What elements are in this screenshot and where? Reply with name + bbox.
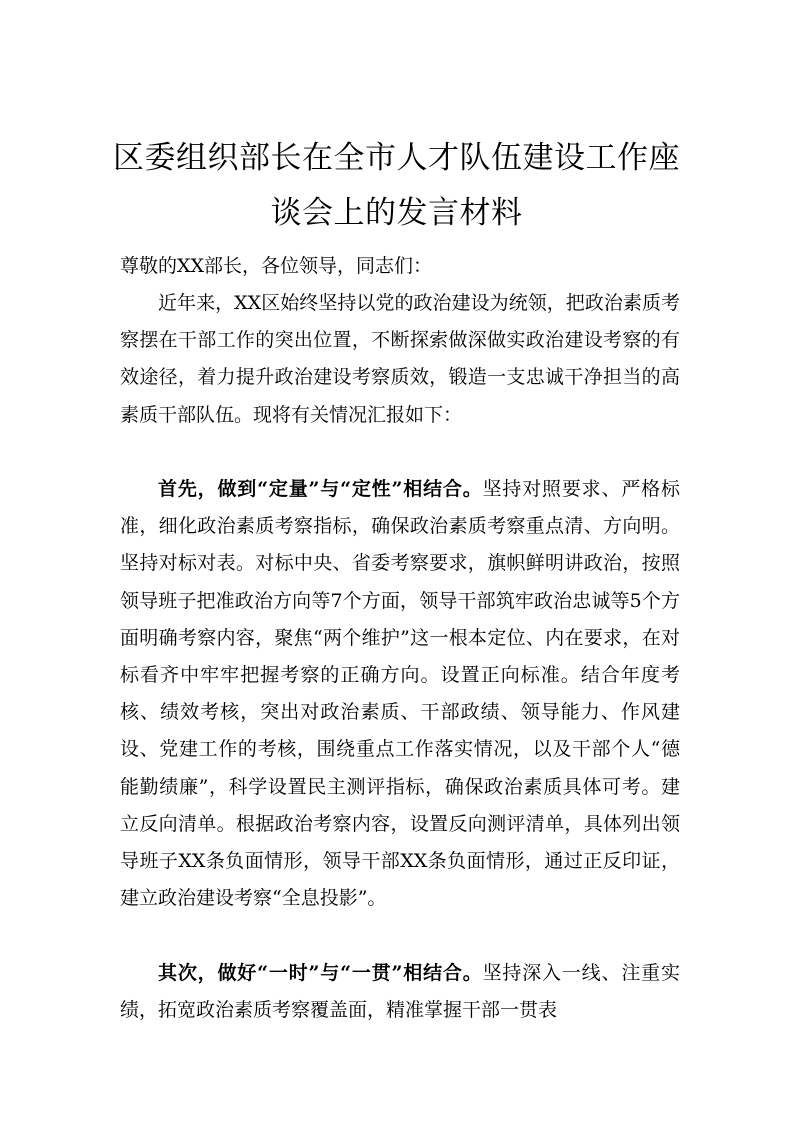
paragraph-second-point: [120, 955, 680, 1029]
paragraph-first-point-body: 坚持对照要求、严格标准，细化政治素质考察指标，确保政治素质考察重点清、方向明。坚持对标对表。对标中央、省委考察要求，旗帜鲜明讲政治，按照领导班子把准政治方向等7个方面，领导干部筑牢政治忠诚等5个方面明确考察内容，聚焦“两个维护”这一根本定位、内在要求，在对标看齐中牢牢把握考察的正确方向。设置正向标准。结合年度考核、绩效考核，突出对政治素质、干部政绩、领导能力、作风建设、党建工作的考核，围绕重点工作落实情况，以及干部个人“德能勤绩廉”，科学设置民主测评指标，确保政治素质具体可考。建立反向清单。根据政治考察内容，设置反向测评清单，具体列出领导班子XX条负面情形，领导干部XX条负面情形，通过正反印证，建立政治建设考察“全息投影”。: [120, 478, 680, 910]
document-title-line-2: 谈会上的发言材料: [270, 195, 523, 231]
paragraph-intro: 近年来，XX区始终坚持以党的政治建设为统领，把政治素质考察摆在干部工作的突出位置，不断探索做深做实政治建设考察的有效途径，着力提升政治建设考察质效，锻造一支忠诚干净担当的高素质干部队伍。现将有关情况汇报如下：: [120, 292, 680, 426]
paragraph-first-point-heading: 首先，做到“定量”与“定性”相结合。: [158, 478, 483, 500]
salutation: 尊敬的XX部长，各位领导，同志们：: [120, 255, 433, 277]
document-title-line-1: 区委组织部长在全市人才队伍建设工作座: [113, 140, 680, 176]
paragraph-second-point-body: 坚持深入一线、注重实绩，拓宽政治素质考察覆盖面，精准掌握干部一贯表: [120, 962, 680, 1022]
paragraph-first-point: [120, 471, 680, 917]
paragraph-second-point-heading: 其次，做好“一时”与“一贯”相结合。: [158, 962, 483, 984]
